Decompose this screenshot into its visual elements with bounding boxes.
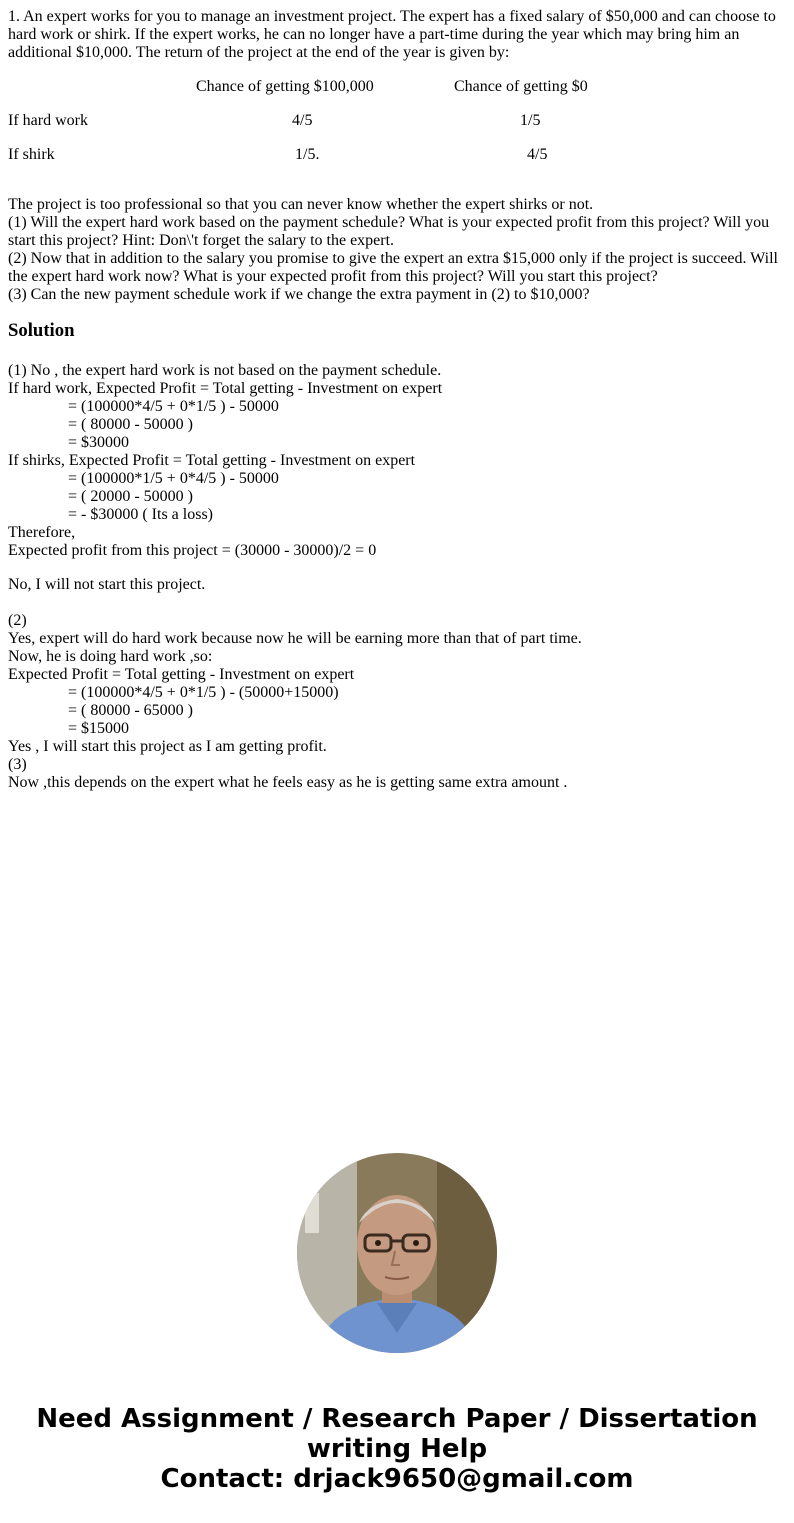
solution-line: = $15000 bbox=[68, 720, 130, 737]
solution-line: (2) bbox=[8, 612, 27, 629]
banner-line: writing Help bbox=[306, 1434, 488, 1464]
solution-line: (1) No , the expert hard work is not based on the payment schedule. bbox=[8, 362, 442, 379]
solution-line: Expected Profit = Total getting - Investment on expert bbox=[8, 666, 355, 683]
solution-line: Yes , I will start this project as I am getting profit. bbox=[8, 738, 327, 755]
question-line: (3) Can the new payment schedule work if we change the extra payment in (2) to $10,000? bbox=[8, 286, 590, 303]
solution-line: = - $30000 ( Its a loss) bbox=[68, 506, 214, 523]
table-row-label-hard-work: If hard work bbox=[8, 112, 88, 129]
solution-line: (3) bbox=[8, 756, 27, 773]
solution-line: = ( 80000 - 50000 ) bbox=[68, 416, 194, 433]
banner-contact: Contact: drjack9650@gmail.com bbox=[160, 1464, 634, 1494]
banner-line: Need Assignment / Research Paper / Dissertation bbox=[36, 1404, 758, 1434]
table-cell: 4/5 bbox=[527, 146, 548, 163]
solution-line: = $30000 bbox=[68, 434, 130, 451]
solution-line: = ( 20000 - 50000 ) bbox=[68, 488, 194, 505]
solution-line: Expected profit from this project = (30000 - 30000)/2 = 0 bbox=[8, 542, 377, 559]
solution-line: Therefore, bbox=[8, 524, 76, 541]
part1-conclusion: No, I will not start this project. bbox=[8, 576, 206, 593]
solution-line: If shirks, Expected Profit = Total getting - Investment on expert bbox=[8, 452, 416, 469]
question-intro: 1. An expert works for you to manage an investment project. The expert has a fixed salary of $50,000 and can choose to hard work or shirk. If the expert works, he can no longer have a part-time during the year which may bring him an additional $10,000. The return of the project at the end of the year is given by: bbox=[8, 8, 776, 61]
question-line: The project is too professional so that you can never know whether the expert shirks or not. bbox=[8, 196, 594, 213]
table-header-0: Chance of getting $0 bbox=[454, 78, 588, 95]
solution-line: = (100000*4/5 + 0*1/5 ) - 50000 bbox=[68, 398, 279, 415]
question-line: (2) Now that in addition to the salary you promise to give the expert an extra $15,000 only if the project is succeed. Will the expert hard work now? What is your expected profit from this project? Will you start this project? bbox=[8, 250, 778, 285]
table-row-label-shirk: If shirk bbox=[8, 146, 55, 163]
table-header-100000: Chance of getting $100,000 bbox=[196, 78, 374, 95]
solution-line: = (100000*4/5 + 0*1/5 ) - (50000+15000) bbox=[68, 684, 339, 701]
solution-heading: Solution bbox=[8, 320, 75, 341]
probability-table bbox=[8, 78, 786, 180]
table-cell: 1/5. bbox=[295, 146, 320, 163]
solution-line: Now ,this depends on the expert what he feels easy as he is getting same extra amount . bbox=[8, 774, 568, 791]
table-cell: 1/5 bbox=[520, 112, 541, 129]
contact-banner bbox=[0, 1404, 794, 1494]
author-portrait bbox=[297, 1153, 497, 1353]
author-avatar bbox=[297, 1153, 497, 1353]
table-cell: 4/5 bbox=[292, 112, 313, 129]
solution-part1 bbox=[8, 362, 786, 560]
solution-line: Yes, expert will do hard work because now he will be earning more than that of part time. bbox=[8, 630, 582, 647]
solution-line: = (100000*1/5 + 0*4/5 ) - 50000 bbox=[68, 470, 279, 487]
solution-part2 bbox=[8, 612, 786, 792]
question-parts bbox=[8, 196, 786, 304]
solution-line: If hard work, Expected Profit = Total getting - Investment on expert bbox=[8, 380, 443, 397]
solution-line: = ( 80000 - 65000 ) bbox=[68, 702, 194, 719]
solution-line: Now, he is doing hard work ,so: bbox=[8, 648, 213, 665]
question-line: (1) Will the expert hard work based on the payment schedule? What is your expected profit from this project? Will you start this project? Hint: Don\'t forget the salary to the expert. bbox=[8, 214, 770, 249]
